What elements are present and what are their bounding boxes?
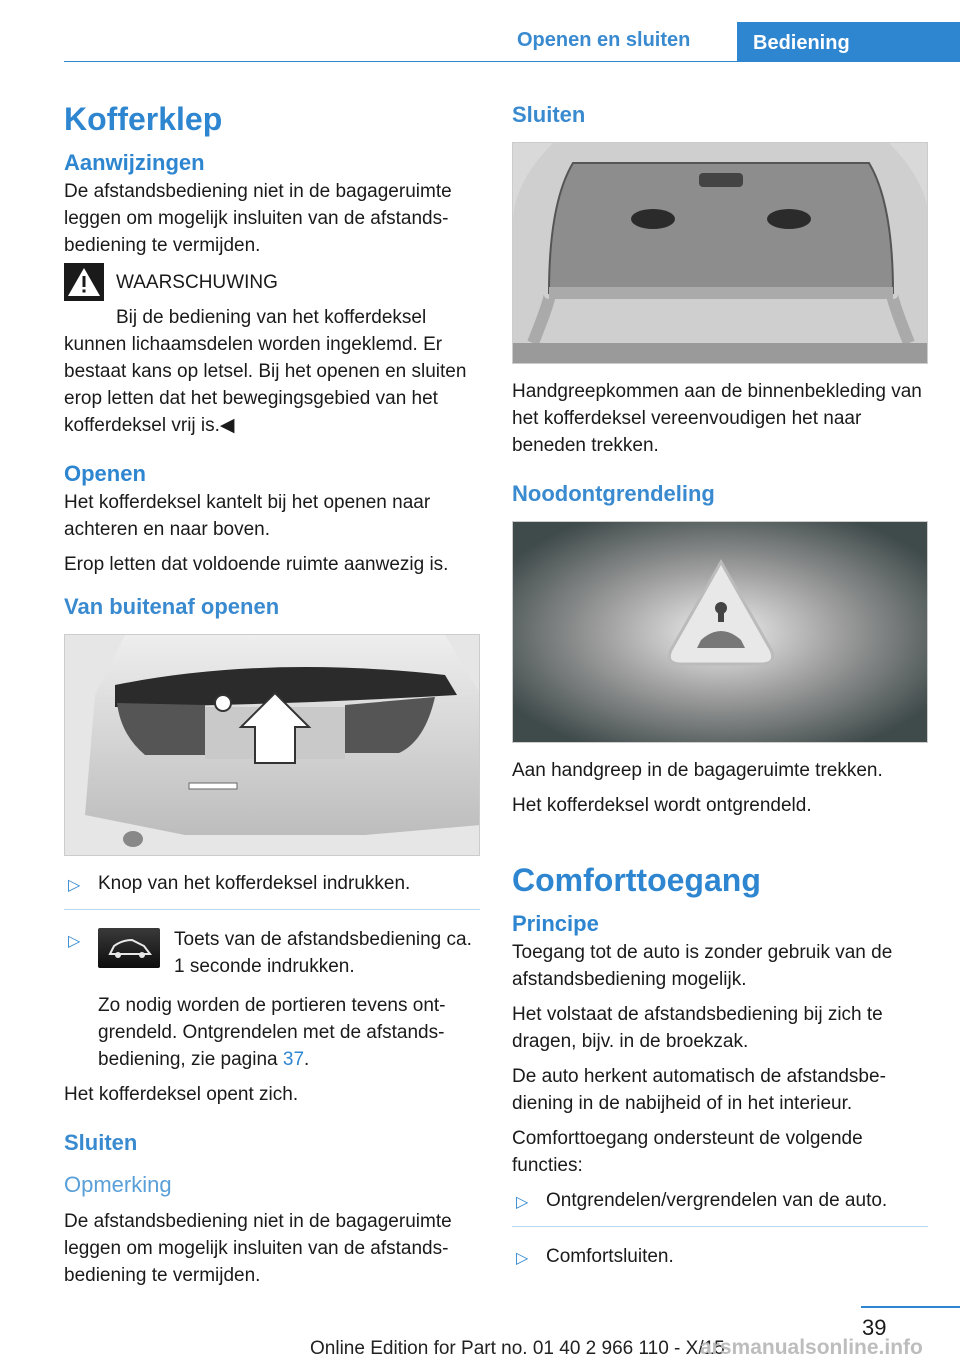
hints-heading: Aanwijzingen bbox=[64, 150, 205, 175]
divider bbox=[64, 909, 480, 910]
running-header-section: Openen en sluiten bbox=[517, 29, 691, 51]
principle-p2: Het volstaat de afstandsbediening bij zich te dragen, bijv. in de broekzak. bbox=[512, 1004, 883, 1052]
list-item bbox=[64, 870, 480, 897]
emergency-text-2: Het kofferdeksel wordt ontgrendeld. bbox=[512, 795, 812, 816]
close-text: Handgreepkommen aan de binnenbekleding van het kofferdeksel vereenvoudigen het naar beneden trekken. bbox=[512, 381, 922, 456]
header-rule bbox=[64, 61, 960, 62]
bullet-triangle-icon: ▷ bbox=[68, 933, 81, 950]
bullet-text: Ontgrendelen/vergrendelen van de auto. bbox=[546, 1190, 888, 1211]
opens-text: Het kofferdeksel opent zich. bbox=[64, 1084, 299, 1105]
list-item bbox=[512, 1187, 928, 1214]
principle-p1: Toegang tot de auto is zonder gebruik van de afstandsbediening mogelijk. bbox=[512, 942, 893, 990]
running-header-tab: Bediening bbox=[737, 22, 960, 62]
hints-text: De afstandsbediening niet in de bagageruimte leggen om mogelijk insluiten van de afstandsbediening te vermijden. bbox=[64, 181, 452, 256]
warning-block bbox=[64, 269, 480, 439]
principle-p3: De auto herkent automatisch de afstandsbediening in de nabijheid of in het interieur. bbox=[512, 1066, 886, 1114]
principle-p4: Comforttoegang ondersteunt de volgende functies: bbox=[512, 1128, 863, 1176]
bullet-text: Knop van het kofferdeksel indrukken. bbox=[98, 873, 411, 894]
bullet-text: Comfortsluiten. bbox=[546, 1246, 674, 1267]
footer-edition: Online Edition for Part no. 01 40 2 966 110 - X/15 bbox=[310, 1338, 725, 1359]
watermark: arsmanualsonline.info bbox=[700, 1336, 923, 1359]
bullet-triangle-icon: ▷ bbox=[68, 877, 81, 894]
close-heading-left: Sluiten bbox=[64, 1130, 138, 1155]
page-title: Kofferklep bbox=[64, 101, 223, 137]
page-link[interactable]: 37 bbox=[282, 1049, 305, 1070]
right-column bbox=[512, 98, 928, 1282]
trunk-interior-image bbox=[512, 142, 928, 364]
divider bbox=[512, 1226, 928, 1227]
left-column bbox=[64, 98, 480, 1297]
note-text: De afstandsbediening niet in de bagageruimte leggen om mogelijk insluiten van de afstandsbediening te vermijden. bbox=[64, 1211, 452, 1286]
bullet-triangle-icon: ▷ bbox=[516, 1250, 529, 1267]
outside-open-heading: Van buitenaf openen bbox=[64, 594, 280, 619]
list-item bbox=[512, 1243, 928, 1270]
warning-label: WAARSCHUWING bbox=[116, 272, 278, 293]
open-heading: Openen bbox=[64, 461, 146, 486]
warning-triangle-icon bbox=[64, 263, 104, 301]
bullet-triangle-icon: ▷ bbox=[516, 1194, 529, 1211]
comfort-title: Comforttoegang bbox=[512, 862, 761, 898]
footer-rule bbox=[861, 1306, 960, 1308]
open-text-1: Het kofferdeksel kantelt bij het openen naar achteren en naar boven. bbox=[64, 492, 431, 540]
warning-text: Bij de bediening van het kofferdeksel kunnen lichaamsdelen worden ingeklemd. Er bestaat kans op letsel. Bij het openen en sluiten erop letten dat het bewegingsgebied van het kofferdeksel vrij is.◀ bbox=[64, 307, 467, 436]
emergency-heading: Noodontgrendeling bbox=[512, 481, 715, 506]
note-heading: Opmerking bbox=[64, 1172, 172, 1197]
emergency-text-1: Aan handgreep in de bagageruimte trekken. bbox=[512, 760, 883, 781]
principle-heading: Principe bbox=[512, 911, 599, 936]
bullet-extra-text: Zo nodig worden de portieren tevens ontgrendeld. Ontgrendelen met de afstandsbediening, zie pagina 37. bbox=[98, 995, 446, 1070]
page-number: 39 bbox=[862, 1315, 887, 1340]
emergency-release-image bbox=[512, 521, 928, 743]
remote-trunk-key-icon bbox=[98, 928, 160, 968]
bullet-text: Toets van de afstandsbediening ca. 1 seconde indrukken. bbox=[174, 929, 472, 977]
close-heading-right: Sluiten bbox=[512, 102, 586, 127]
list-item bbox=[64, 926, 480, 980]
trunk-exterior-image bbox=[64, 634, 480, 856]
open-text-2: Erop letten dat voldoende ruimte aanwezig is. bbox=[64, 554, 449, 575]
